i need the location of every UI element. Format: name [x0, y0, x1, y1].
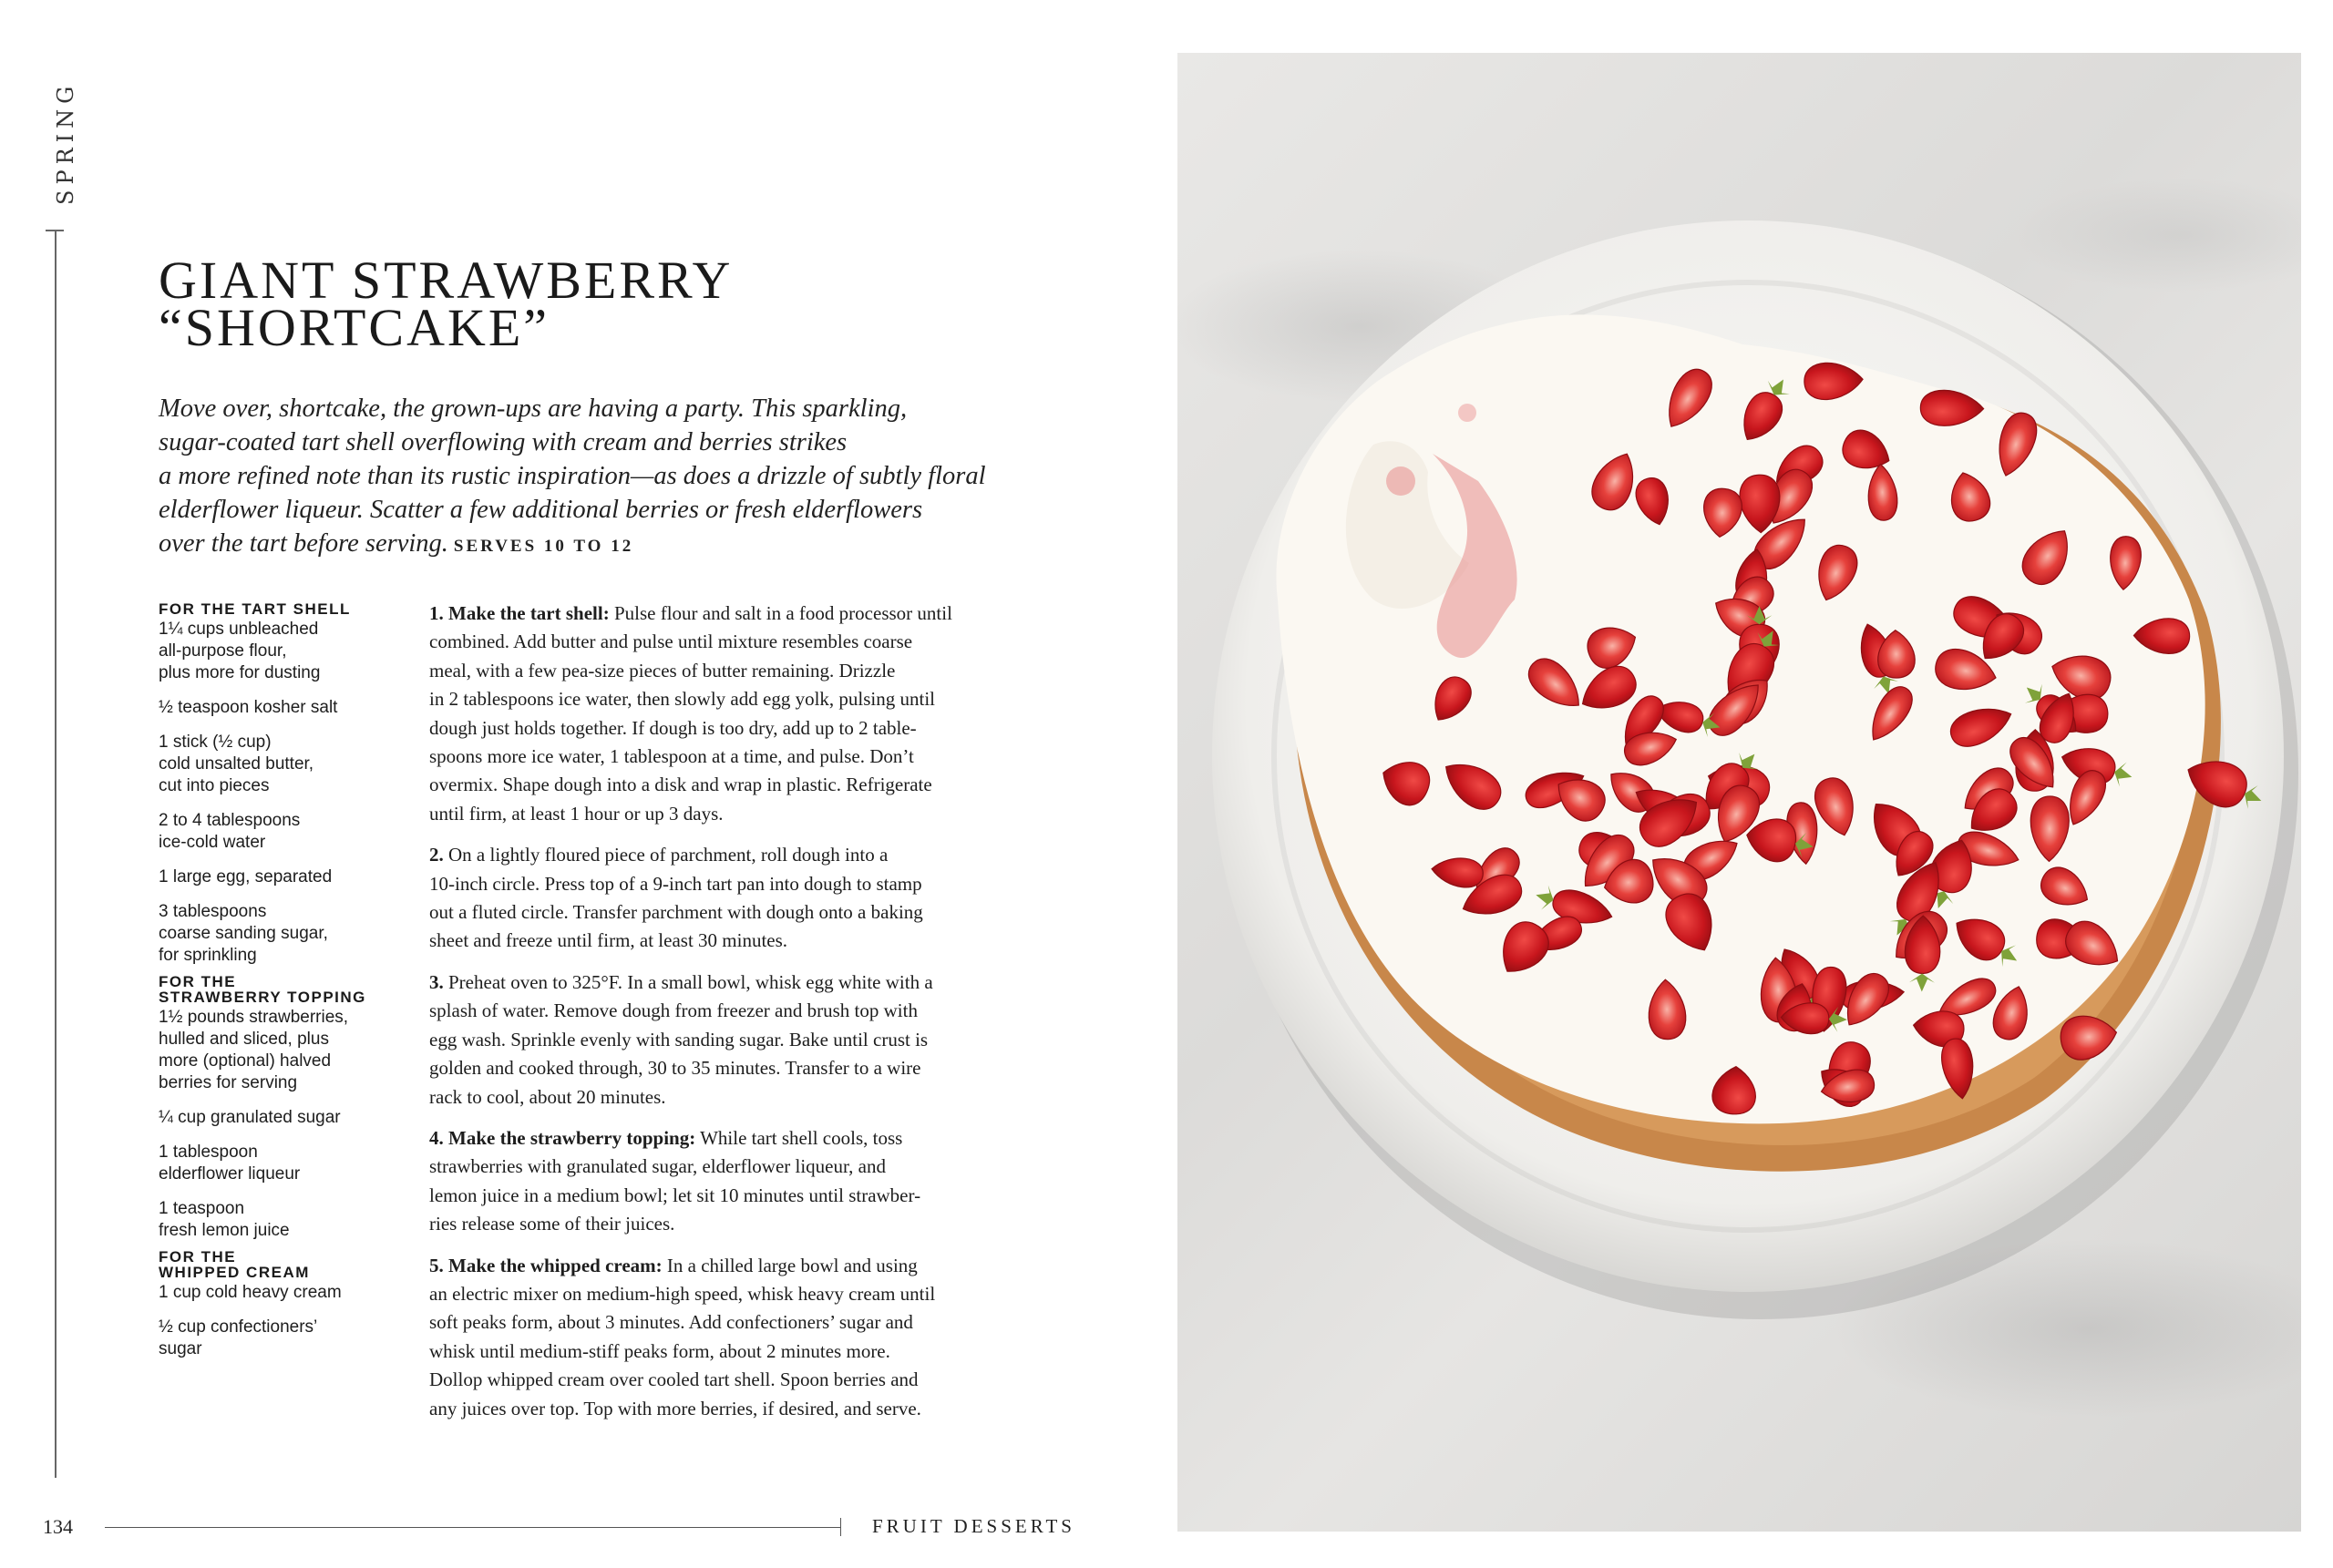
footer-section-label: FRUIT DESSERTS: [872, 1515, 1075, 1537]
method-step-line: [429, 968, 1012, 997]
method-step-line: [429, 1280, 1012, 1308]
method-step-lead: 1. Make the tart shell:: [429, 602, 610, 624]
ingredient-group-heading: [159, 974, 405, 1005]
method-step-text: overmix. Shape dough into a disk and wrap in plastic. Refrigerate: [429, 774, 932, 796]
method-step-line: [429, 1210, 1012, 1238]
ingredient-line: 1 large egg, separated: [159, 867, 333, 886]
method-step-text: egg wash. Sprinkle evenly with sanding sugar. Bake until crust is: [429, 1028, 929, 1050]
method-step-text: In a chilled large bowl and using: [662, 1254, 918, 1276]
ingredient-heading-line: STRAWBERRY TOPPING: [159, 989, 366, 1006]
method-step-text: any juices over top. Top with more berries, if desired, and serve.: [429, 1397, 921, 1419]
page-number: 134: [43, 1515, 73, 1538]
method-step-line: [429, 1182, 1012, 1210]
method-step-text: meal, with a few pea-size pieces of butter remaining. Drizzle: [429, 659, 896, 682]
method-step-line: [429, 771, 1012, 799]
ingredient-line: 1¼ cups unbleached: [159, 620, 319, 639]
ingredient-line: for sprinkling: [159, 946, 257, 965]
ingredient-heading-line: FOR THE: [159, 973, 237, 990]
method-step-text: out a fluted circle. Transfer parchment with dough onto a baking: [429, 901, 923, 924]
method-step-text: On a lightly floured piece of parchment, roll dough into a: [443, 844, 889, 866]
ingredient-line: fresh lemon juice: [159, 1221, 290, 1240]
method-step-text: splash of water. Remove dough from freezer and brush top with: [429, 999, 918, 1022]
method-step-line: [429, 1252, 1012, 1280]
ingredients-list: [159, 601, 405, 1360]
method-step-line: [429, 1054, 1012, 1082]
side-rule-cap: [46, 230, 64, 231]
method-step-line: [429, 657, 1012, 685]
ingredient-heading-line: FOR THE: [159, 1248, 237, 1266]
ingredient-line: 2 to 4 tablespoons: [159, 811, 301, 830]
ingredient-line: 1 cup cold heavy cream: [159, 1283, 342, 1302]
method-step-line: [429, 870, 1012, 898]
method-step-line: [429, 743, 1012, 771]
method-step-line: [429, 1153, 1012, 1181]
method-step-text: Preheat oven to 325°F. In a small bowl, whisk egg white with a: [443, 970, 933, 993]
ingredient-line: plus more for dusting: [159, 663, 321, 682]
recipe-intro: [159, 392, 1043, 563]
ingredient-line: elderflower liqueur: [159, 1164, 301, 1184]
method-step-text: 10-inch circle. Press top of a 9-inch tart pan into dough to stamp: [429, 872, 922, 895]
method-step: [429, 600, 1012, 828]
intro-line-last: [159, 527, 1043, 563]
ingredient-item: [159, 1142, 405, 1185]
method-step-text: While tart shell cools, toss: [695, 1126, 903, 1149]
ingredient-item: [159, 619, 405, 684]
method-step-line: [429, 1366, 1012, 1394]
ingredient-heading-line: WHIPPED CREAM: [159, 1264, 310, 1281]
ingredient-line: 1 teaspoon: [159, 1199, 245, 1218]
juice-drop: [1458, 404, 1476, 422]
method-step-line: [429, 841, 1012, 869]
method-step: [429, 1124, 1012, 1239]
method-step-text: spoons more ice water, 1 tablespoon at a time, and pulse. Don’t: [429, 745, 914, 768]
ingredient-line: ice-cold water: [159, 833, 266, 852]
recipe-title-line: “SHORTCAKE”: [159, 298, 550, 357]
ingredient-line: cold unsalted butter,: [159, 754, 314, 774]
ingredient-line: 3 tablespoons: [159, 902, 267, 921]
method-step-line: [429, 997, 1012, 1025]
method-step-text: combined. Add butter and pulse until mixture resembles coarse: [429, 630, 913, 653]
method-step-text: whisk until medium-stiff peaks form, about 2 minutes more.: [429, 1339, 890, 1362]
ingredient-item: [159, 1317, 405, 1360]
method-step-text: strawberries with granulated sugar, elderflower liqueur, and: [429, 1155, 886, 1178]
method-step-text: dough just holds together. If dough is too dry, add up to 2 table-: [429, 716, 917, 739]
ingredient-item: [159, 901, 405, 967]
method-step: [429, 841, 1012, 956]
side-rule: [55, 230, 57, 1478]
method-step-line: [429, 714, 1012, 743]
ingredient-line: sugar: [159, 1339, 202, 1358]
method-step-line: [429, 685, 1012, 713]
method-step-line: [429, 1337, 1012, 1366]
method-step-text: soft peaks form, about 3 minutes. Add confectioners’ sugar and: [429, 1311, 913, 1334]
juice-drop: [1386, 466, 1415, 496]
method-step-line: [429, 628, 1012, 656]
ingredient-group-heading: [159, 601, 405, 617]
section-label: SPRING: [53, 80, 78, 205]
method-step-text: rack to cool, about 20 minutes.: [429, 1085, 666, 1108]
intro-line: Move over, shortcake, the grown-ups are having a party. This sparkling,: [159, 395, 908, 423]
ingredient-item: [159, 1282, 405, 1304]
method-step: [429, 968, 1012, 1112]
ingredient-line: 1 tablespoon: [159, 1143, 258, 1162]
ingredient-item: [159, 1007, 405, 1094]
method-step-line: [429, 1308, 1012, 1337]
serves-label: SERVES 10 TO 12: [453, 537, 634, 556]
method-steps: [429, 600, 1012, 1436]
method-step-text: an electric mixer on medium-high speed, whisk heavy cream until: [429, 1282, 936, 1305]
footer-rule-cap: [840, 1518, 841, 1536]
method-step-line: [429, 927, 1012, 955]
recipe-title-line: GIANT STRAWBERRY: [159, 251, 734, 310]
method-step-line: [429, 1395, 1012, 1423]
ingredient-line: berries for serving: [159, 1073, 298, 1092]
method-step-text: lemon juice in a medium bowl; let sit 10 minutes until strawber-: [429, 1184, 921, 1206]
ingredient-line: more (optional) halved: [159, 1051, 332, 1071]
recipe-photo: [1177, 53, 2301, 1532]
ingredient-item: [159, 697, 405, 719]
ingredient-item: [159, 732, 405, 797]
footer-rule: [105, 1527, 841, 1528]
ingredient-line: 1½ pounds strawberries,: [159, 1008, 349, 1027]
ingredient-item: [159, 1198, 405, 1242]
ingredient-item: [159, 1107, 405, 1129]
method-step-text: Dollop whipped cream over cooled tart shell. Spoon berries and: [429, 1368, 919, 1391]
ingredient-line: all-purpose flour,: [159, 641, 287, 661]
ingredient-heading-line: FOR THE TART SHELL: [159, 600, 351, 618]
ingredient-item: [159, 866, 405, 888]
method-step-text: ries release some of their juices.: [429, 1213, 675, 1235]
method-step-line: [429, 1026, 1012, 1054]
ingredient-item: [159, 810, 405, 854]
ingredient-line: coarse sanding sugar,: [159, 924, 328, 943]
intro-line: a more refined note than its rustic inspiration—as does a drizzle of subtly floral: [159, 462, 986, 490]
method-step-line: [429, 1124, 1012, 1153]
ingredient-line: cut into pieces: [159, 776, 270, 795]
strawberry-tart-illustration: [1177, 53, 2301, 1532]
intro-line: sugar-coated tart shell overflowing with cream and berries strikes: [159, 428, 848, 456]
ingredient-line: 1 stick (½ cup): [159, 733, 272, 752]
method-step-lead: 2.: [429, 844, 444, 866]
method-step-line: [429, 600, 1012, 628]
method-step-text: until firm, at least 1 hour or up 3 days.: [429, 802, 724, 825]
method-step-text: in 2 tablespoons ice water, then slowly add egg yolk, pulsing until: [429, 688, 935, 711]
ingredient-group-heading: [159, 1249, 405, 1280]
method-step-lead: 5. Make the whipped cream:: [429, 1254, 663, 1276]
method-step-line: [429, 1083, 1012, 1112]
ingredient-line: hulled and sliced, plus: [159, 1030, 329, 1049]
ingredient-line: ½ cup confectioners’: [159, 1317, 318, 1337]
ingredient-line: ½ teaspoon kosher salt: [159, 698, 338, 717]
intro-line: elderflower liqueur. Scatter a few additional berries or fresh elderflowers: [159, 496, 923, 524]
intro-line: over the tart before serving.: [159, 529, 448, 558]
ingredient-line: ¼ cup granulated sugar: [159, 1108, 341, 1127]
method-step-line: [429, 800, 1012, 828]
method-step: [429, 1252, 1012, 1423]
method-step-text: Pulse flour and salt in a food processor until: [609, 602, 952, 624]
method-step-line: [429, 898, 1012, 927]
method-step-lead: 3.: [429, 970, 444, 993]
method-step-text: sheet and freeze until firm, at least 30 minutes.: [429, 929, 788, 952]
recipe-title: [159, 251, 979, 357]
method-step-text: golden and cooked through, 30 to 35 minutes. Transfer to a wire: [429, 1057, 921, 1080]
method-step-lead: 4. Make the strawberry topping:: [429, 1126, 696, 1149]
